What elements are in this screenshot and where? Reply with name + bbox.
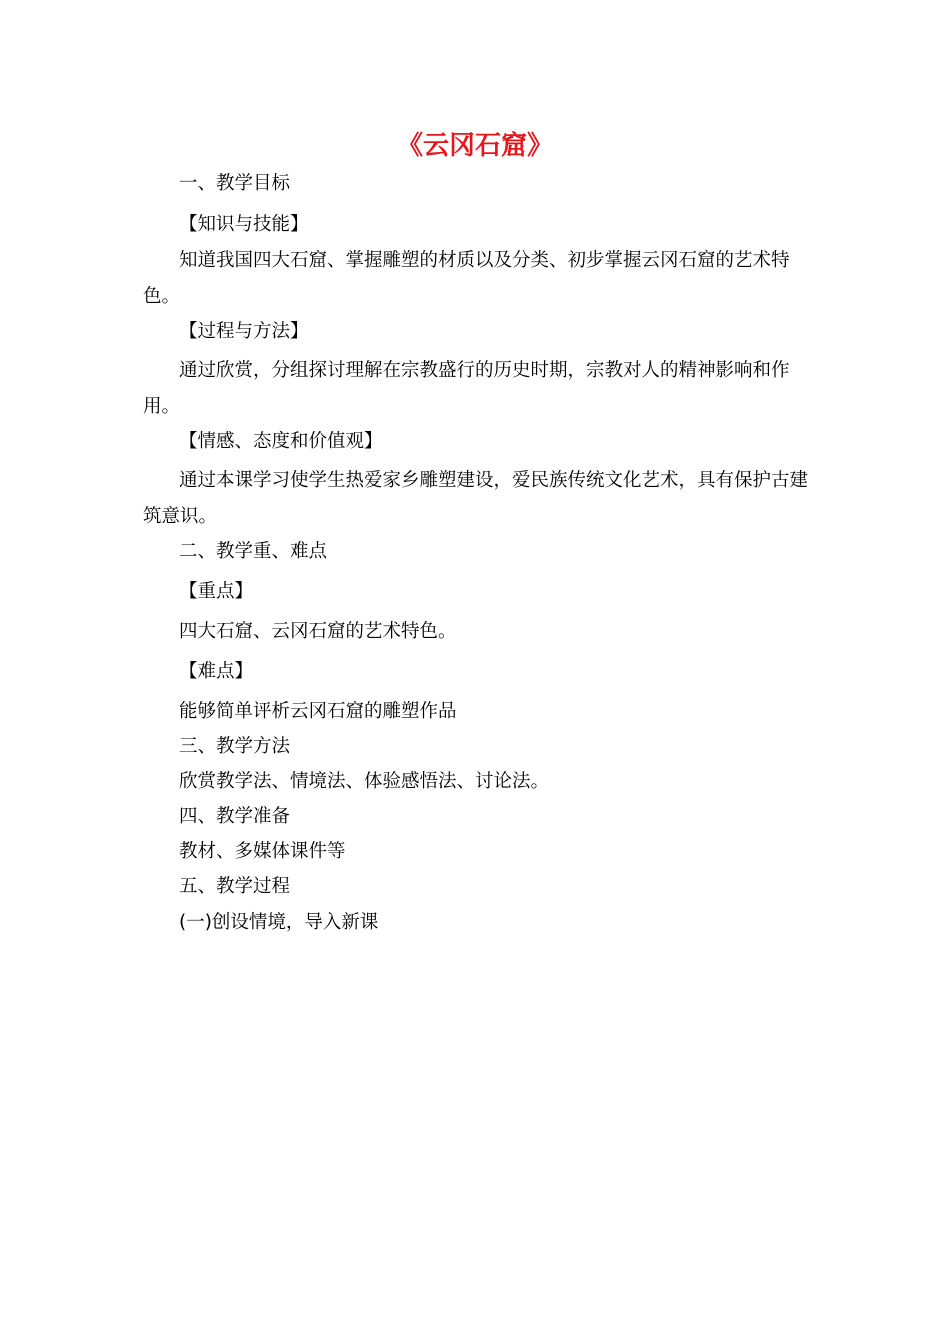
- document-title: 《云冈石窟》: [396, 131, 553, 161]
- knowledge-skills-label: 【知识与技能】: [179, 214, 309, 235]
- section-1-heading: 一、教学目标: [179, 173, 291, 194]
- section-2-heading: 二、教学重、难点: [179, 541, 328, 562]
- key-points-label: 【重点】: [179, 581, 254, 602]
- process-methods-text: 通过欣赏，分组探讨理解在宗教盛行的历史时期，宗教对人的精神影响和作用。: [143, 360, 790, 417]
- knowledge-skills-text: 知道我国四大石窟、掌握雕塑的材质以及分类、初步掌握云冈石窟的艺术特色。: [143, 250, 790, 307]
- process-methods-label: 【过程与方法】: [179, 321, 309, 342]
- emotion-values-label: 【情感、态度和价值观】: [179, 431, 383, 452]
- teaching-preparation-text: 教材、多媒体课件等: [179, 841, 346, 862]
- teaching-process-subsection-1: (一)创设情境，导入新课: [179, 912, 379, 933]
- section-5-heading: 五、教学过程: [179, 876, 291, 897]
- section-4-heading: 四、教学准备: [179, 806, 291, 827]
- key-points-text: 四大石窟、云冈石窟的艺术特色。: [179, 621, 457, 642]
- teaching-methods-text: 欣赏教学法、情境法、体验感悟法、讨论法。: [179, 771, 550, 792]
- difficult-points-text: 能够简单评析云冈石窟的雕塑作品: [179, 701, 457, 722]
- section-3-heading: 三、教学方法: [179, 736, 291, 757]
- emotion-values-text: 通过本课学习使学生热爱家乡雕塑建设，爱民族传统文化艺术，具有保护古建筑意识。: [143, 470, 809, 527]
- difficult-points-label: 【难点】: [179, 661, 254, 682]
